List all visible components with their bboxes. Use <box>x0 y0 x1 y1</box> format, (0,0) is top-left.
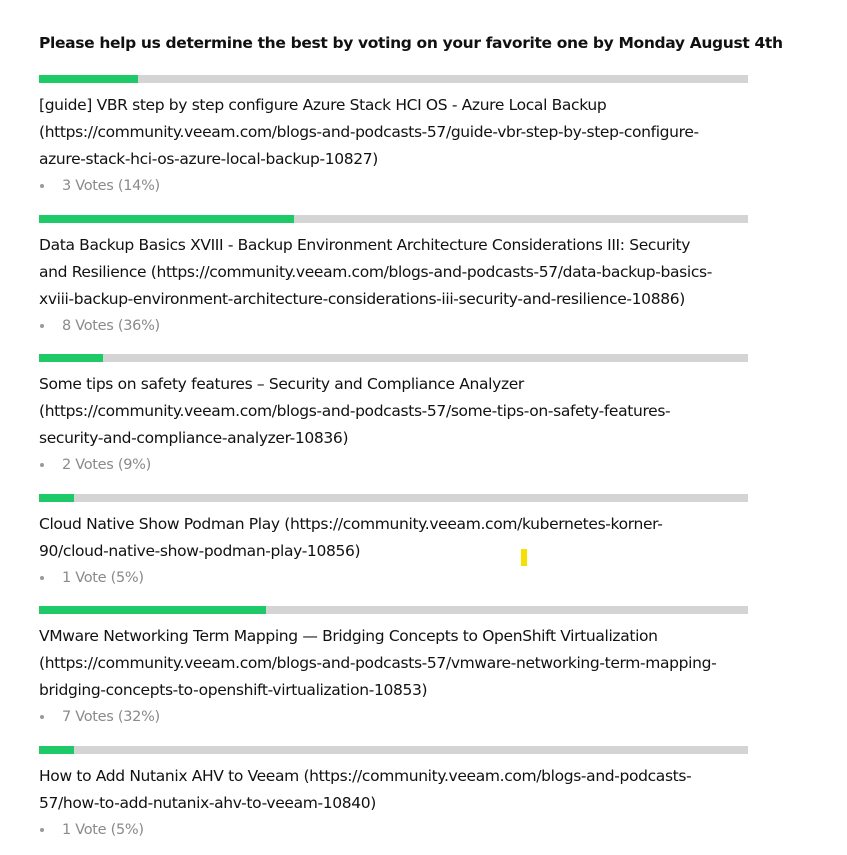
option-label[interactable] <box>39 511 799 565</box>
vote-bar-track <box>39 75 748 83</box>
poll-option[interactable] <box>39 494 799 591</box>
poll <box>39 33 799 838</box>
vote-bar-fill <box>39 75 138 83</box>
vote-count-label: 2 Votes (9%) <box>62 457 151 473</box>
option-label-line: xviii-backup-environment-architecture-considerations-iii-security-and-resilience-10886) <box>39 290 685 308</box>
vote-count-label: 7 Votes (32%) <box>62 709 160 725</box>
option-label-line: VMware Networking Term Mapping — Bridging Concepts to OpenShift Virtualization <box>39 627 658 645</box>
vote-bar-track <box>39 354 748 362</box>
poll-question: Please help us determine the best by voting on your favorite one by Monday August 4th <box>39 34 783 52</box>
option-label[interactable] <box>39 623 799 704</box>
vote-count <box>39 704 799 730</box>
bullet-icon <box>40 184 44 188</box>
option-label-line: [guide] VBR step by step configure Azure Stack HCI OS - Azure Local Backup <box>39 96 607 114</box>
vote-count <box>39 817 799 843</box>
option-label-line: Data Backup Basics XVIII - Backup Environment Architecture Considerations III: Security <box>39 236 691 254</box>
poll-option[interactable] <box>39 606 799 730</box>
vote-count-label: 1 Vote (5%) <box>62 570 144 586</box>
vote-bar-track <box>39 746 748 754</box>
poll-option[interactable] <box>39 215 799 339</box>
option-label-line: Some tips on safety features – Security and Compliance Analyzer <box>39 375 524 393</box>
option-label-line: (https://community.veeam.com/blogs-and-podcasts-57/vmware-networking-term-mapping- <box>39 654 717 672</box>
vote-bar-fill <box>39 354 103 362</box>
option-label[interactable] <box>39 763 799 817</box>
bullet-icon <box>40 463 44 467</box>
poll-option[interactable] <box>39 75 799 199</box>
bullet-icon <box>40 576 44 580</box>
option-label-line: (https://community.veeam.com/blogs-and-podcasts-57/some-tips-on-safety-features- <box>39 402 671 420</box>
text-cursor-highlight <box>521 549 527 566</box>
vote-count-label: 3 Votes (14%) <box>62 178 160 194</box>
vote-bar-track <box>39 215 748 223</box>
option-label-line: and Resilience (https://community.veeam.com/blogs-and-podcasts-57/data-backup-basics- <box>39 263 712 281</box>
option-label-line: azure-stack-hci-os-azure-local-backup-10827) <box>39 150 378 168</box>
vote-count <box>39 173 799 199</box>
option-label-line: Cloud Native Show Podman Play (https://community.veeam.com/kubernetes-korner- <box>39 515 663 533</box>
bullet-icon <box>40 324 44 328</box>
vote-count-label: 1 Vote (5%) <box>62 822 144 838</box>
vote-bar-fill <box>39 494 74 502</box>
vote-count <box>39 452 799 478</box>
option-label-line: How to Add Nutanix AHV to Veeam (https://community.veeam.com/blogs-and-podcasts- <box>39 767 692 785</box>
option-label-line: 90/cloud-native-show-podman-play-10856) <box>39 542 361 560</box>
poll-option[interactable] <box>39 746 799 843</box>
option-label-line: (https://community.veeam.com/blogs-and-podcasts-57/guide-vbr-step-by-step-configure- <box>39 123 699 141</box>
vote-bar-fill <box>39 215 294 223</box>
vote-bar-fill <box>39 606 266 614</box>
poll-option[interactable] <box>39 354 799 478</box>
vote-count-label: 8 Votes (36%) <box>62 318 160 334</box>
vote-bar-fill <box>39 746 74 754</box>
vote-count <box>39 313 799 339</box>
option-label[interactable] <box>39 232 799 313</box>
option-label[interactable] <box>39 92 799 173</box>
vote-bar-track <box>39 606 748 614</box>
option-label-line: bridging-concepts-to-openshift-virtualization-10853) <box>39 681 428 699</box>
option-label-line: 57/how-to-add-nutanix-ahv-to-veeam-10840) <box>39 794 376 812</box>
vote-bar-track <box>39 494 748 502</box>
vote-count <box>39 565 799 591</box>
bullet-icon <box>40 715 44 719</box>
bullet-icon <box>40 828 44 832</box>
option-label[interactable] <box>39 371 799 452</box>
option-label-line: security-and-compliance-analyzer-10836) <box>39 429 349 447</box>
